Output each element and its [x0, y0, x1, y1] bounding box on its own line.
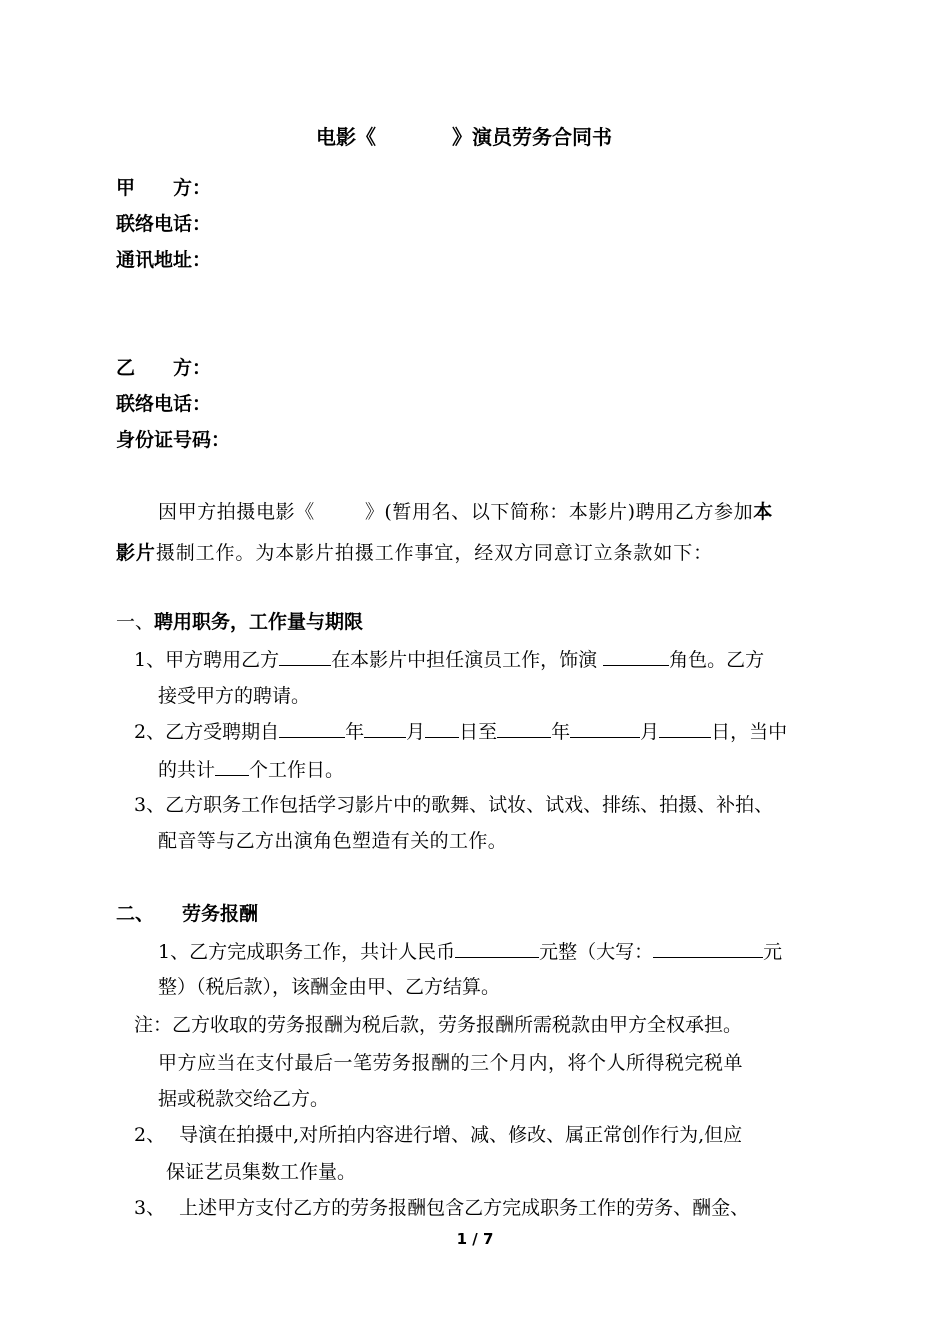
party-b-name-label: 乙 方： [116, 357, 212, 379]
amount-blank [455, 939, 539, 958]
section-2-note-line-3: 据或税款交给乙方。 [158, 1088, 330, 1110]
amount-uppercase-blank [653, 939, 763, 958]
section-2-item-1-line-1: 1、乙方完成职务工作，共计人民币 元整（大写： 元 [158, 941, 783, 963]
intro-line-2: 影片摄制工作。为本影片拍摄工作事宜，经双方同意订立条款如下： [116, 542, 714, 564]
section-1-item-1-line-1: 1、甲方聘用乙方 在本影片中担任演员工作，饰演 角色。乙方 [134, 649, 765, 671]
start-month-blank [364, 719, 406, 738]
party-b-id-label: 身份证号码： [116, 429, 231, 451]
start-year-blank [279, 719, 345, 738]
start-day-blank [425, 719, 459, 738]
section-2-item-2-line-1: 2、 导演在拍摄中,对所拍内容进行增、减、修改、属正常创作行为,但应 [134, 1124, 743, 1146]
party-a-phone-label: 联络电话： [116, 213, 212, 235]
work-days-blank [215, 757, 249, 776]
end-day-blank [659, 719, 711, 738]
intro-line-1: 因甲方拍摄电影《 》(暂用名、以下简称：本影片)聘用乙方参加本 [158, 501, 773, 523]
party-a-name-label: 甲 方： [116, 177, 212, 199]
role-blank [603, 647, 669, 666]
section-1-item-2-line-2: 的共计 个工作日。 [158, 759, 345, 781]
page-number: 1 / 7 [456, 1230, 494, 1248]
section-2-heading: 二、 劳务报酬 [116, 903, 259, 925]
title-suffix: 》演员劳务合同书 [452, 125, 612, 149]
section-2-item-3-line-1: 3、 上述甲方支付乙方的劳务报酬包含乙方完成职务工作的劳务、酬金、 [134, 1197, 750, 1219]
section-2-item-2-line-2: 保证艺员集数工作量。 [166, 1161, 357, 1183]
section-2-note-line-1: 注：乙方收取的劳务报酬为税后款，劳务报酬所需税款由甲方全权承担。 [134, 1014, 743, 1036]
section-1-item-2-line-1: 2、乙方受聘期自 年 月 日至 年 月 日，当中 [134, 721, 788, 743]
party-a-address-label: 通讯地址： [116, 249, 212, 271]
section-1-item-1-line-2: 接受甲方的聘请。 [158, 685, 311, 707]
end-year-blank [497, 719, 551, 738]
document-title [316, 125, 612, 149]
party-b-phone-label: 联络电话： [116, 393, 212, 415]
actor-name-blank [279, 647, 331, 666]
title-prefix: 电影《 [316, 125, 376, 149]
end-month-blank [570, 719, 640, 738]
section-2-note-line-2: 甲方应当在支付最后一笔劳务报酬的三个月内，将个人所得税完税单 [158, 1052, 744, 1074]
section-1-item-3-line-2: 配音等与乙方出演角色塑造有关的工作。 [158, 830, 508, 852]
section-1-item-3-line-1: 3、乙方职务工作包括学习影片中的歌舞、试妆、试戏、排练、拍摄、补拍、 [134, 794, 774, 816]
section-1-heading: 一、聘用职务，工作量与期限 [116, 611, 364, 633]
section-2-item-1-line-2: 整）（税后款），该酬金由甲、乙方结算。 [158, 976, 501, 998]
